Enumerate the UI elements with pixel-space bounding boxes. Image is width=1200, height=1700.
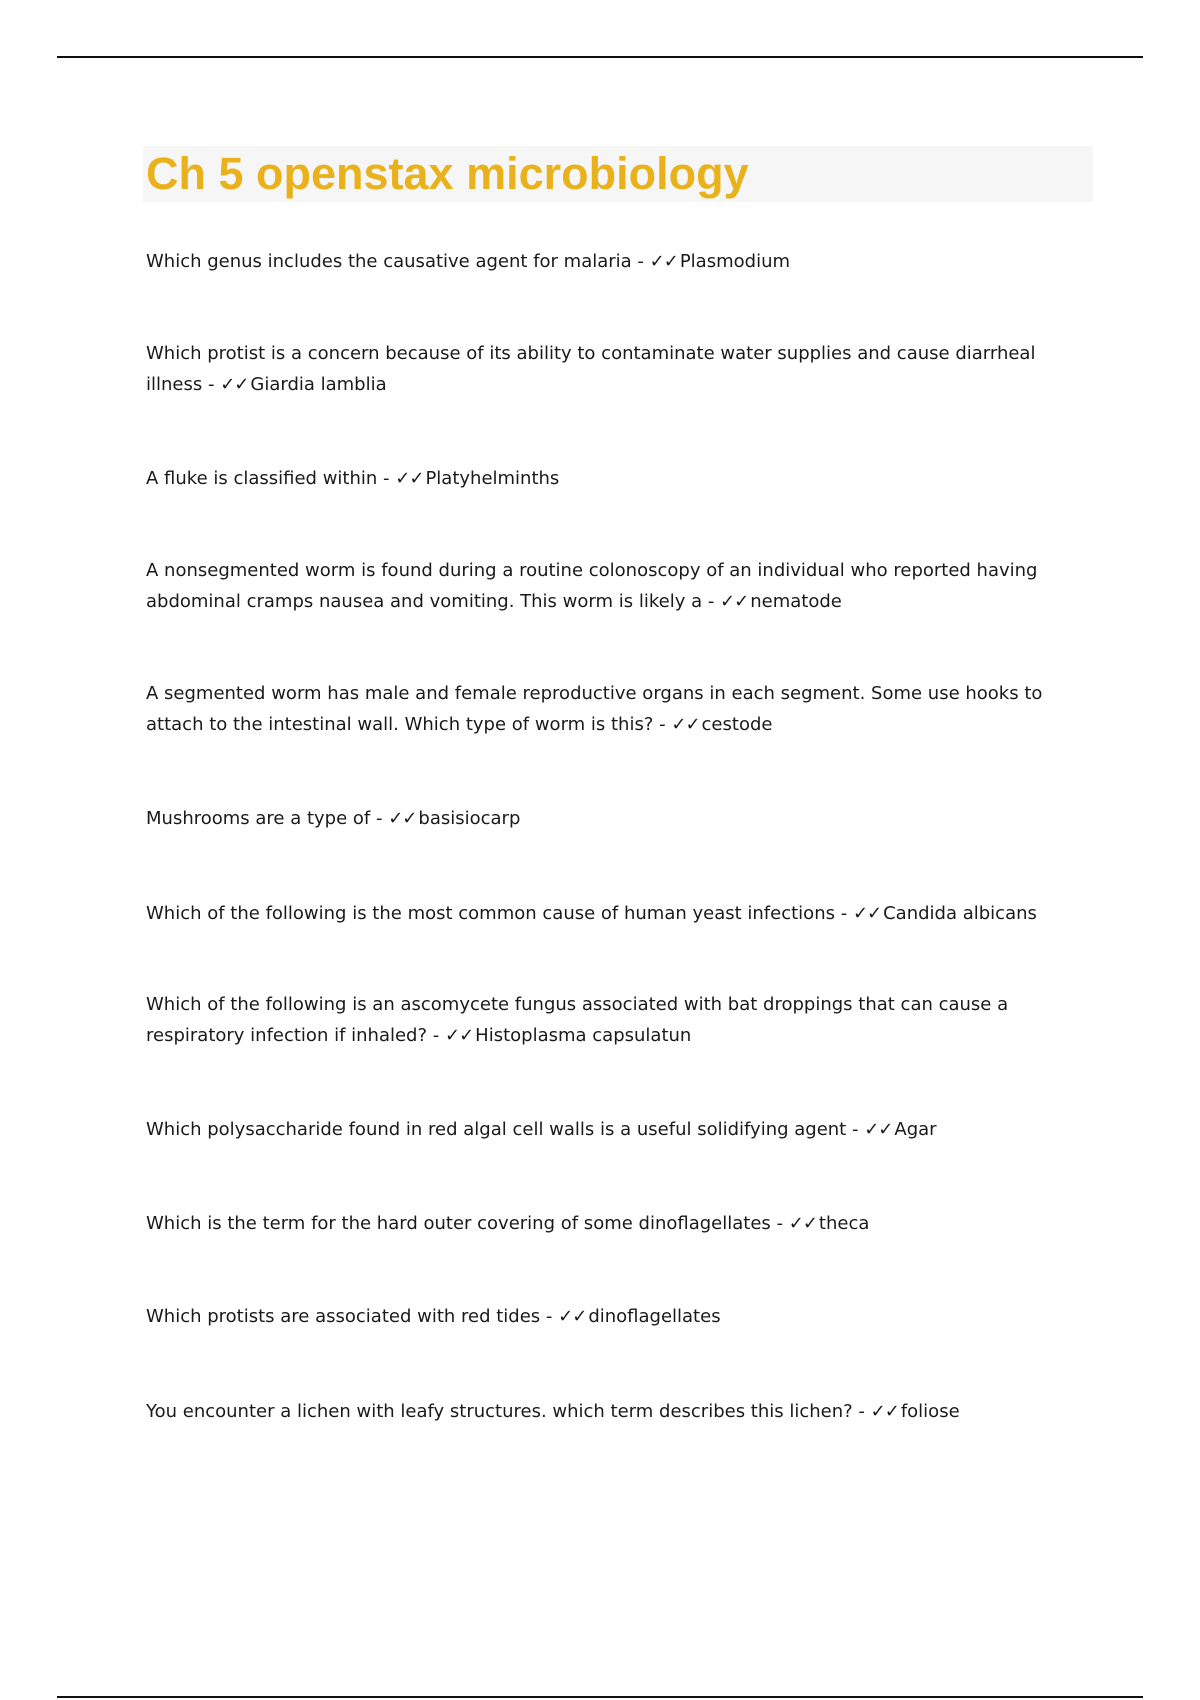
question-text: Which protist is a concern because of its ability to contaminate water supplies and cause diarrheal illness [146, 343, 1036, 395]
question-text: A fluke is classified within [146, 468, 378, 489]
separator: - [427, 1025, 445, 1046]
separator: - [540, 1306, 559, 1327]
check-icon: ✓✓ [220, 374, 249, 395]
answer-text: basisiocarp [418, 808, 521, 829]
check-icon: ✓✓ [870, 1401, 899, 1422]
check-icon: ✓✓ [788, 1213, 817, 1234]
qa-item-4 [146, 555, 1096, 617]
question-text: Mushrooms are a type of [146, 808, 371, 829]
question-text: Which of the following is the most common cause of human yeast infections [146, 903, 835, 924]
check-icon: ✓✓ [852, 903, 882, 924]
question-text: A nonsegmented worm is found during a routine colonoscopy of an individual who reported having abdominal cramps nausea and vomiting. This worm is likely a [146, 560, 1038, 612]
check-icon: ✓✓ [720, 591, 749, 612]
check-icon: ✓✓ [864, 1119, 893, 1140]
qa-item-7 [146, 898, 1096, 929]
check-icon: ✓✓ [671, 714, 700, 735]
separator: - [770, 1213, 789, 1234]
check-icon: ✓✓ [388, 808, 417, 829]
separator: - [377, 468, 396, 489]
question-text: Which of the following is an ascomycete fungus associated with bat droppings that can cause a respiratory infection if inhaled? [146, 994, 1009, 1046]
answer-text: Candida albicans [883, 903, 1037, 924]
question-text: A segmented worm has male and female reproductive organs in each segment. Some use hooks to attach to the intestinal wall. Which type of worm is this? [146, 683, 1043, 735]
qa-item-3 [146, 463, 1096, 494]
check-icon: ✓✓ [395, 468, 424, 489]
answer-text: Histoplasma capsulatun [475, 1025, 692, 1046]
answer-text: dinoflagellates [588, 1306, 721, 1327]
qa-item-9 [146, 1114, 1096, 1145]
separator: - [846, 1119, 865, 1140]
qa-item-6 [146, 803, 1096, 834]
separator: - [631, 251, 650, 272]
question-text: You encounter a lichen with leafy structures. which term describes this lichen? [146, 1401, 853, 1422]
check-icon: ✓✓ [558, 1306, 587, 1327]
separator: - [834, 903, 853, 924]
qa-item-8 [146, 989, 1096, 1051]
question-text: Which polysaccharide found in red algal cell walls is a useful solidifying agent [146, 1119, 847, 1140]
separator: - [202, 374, 221, 395]
check-icon: ✓✓ [445, 1025, 474, 1046]
separator: - [852, 1401, 871, 1422]
qa-item-5 [146, 678, 1096, 740]
question-text: Which is the term for the hard outer covering of some dinoflagellates [146, 1213, 771, 1234]
answer-text: Platyhelminths [425, 468, 560, 489]
qa-item-2 [146, 338, 1096, 400]
question-text: Which genus includes the causative agent for malaria [146, 251, 632, 272]
separator: - [702, 591, 721, 612]
check-icon: ✓✓ [649, 251, 678, 272]
answer-text: nematode [750, 591, 842, 612]
answer-text: Agar [894, 1119, 937, 1140]
answer-text: theca [818, 1213, 870, 1234]
answer-text: Plasmodium [679, 251, 791, 272]
separator: - [370, 808, 389, 829]
answer-text: cestode [701, 714, 773, 735]
qa-item-1 [146, 246, 1096, 277]
separator: - [653, 714, 672, 735]
answer-text: foliose [900, 1401, 960, 1422]
bottom-rule [57, 1696, 1143, 1698]
qa-item-11 [146, 1301, 1096, 1332]
page-title: Ch 5 openstax microbiology [146, 148, 749, 199]
top-rule [57, 56, 1143, 58]
answer-text: Giardia lamblia [250, 374, 387, 395]
question-text: Which protists are associated with red tides [146, 1306, 541, 1327]
qa-item-10 [146, 1208, 1096, 1239]
qa-item-12 [146, 1396, 1096, 1427]
